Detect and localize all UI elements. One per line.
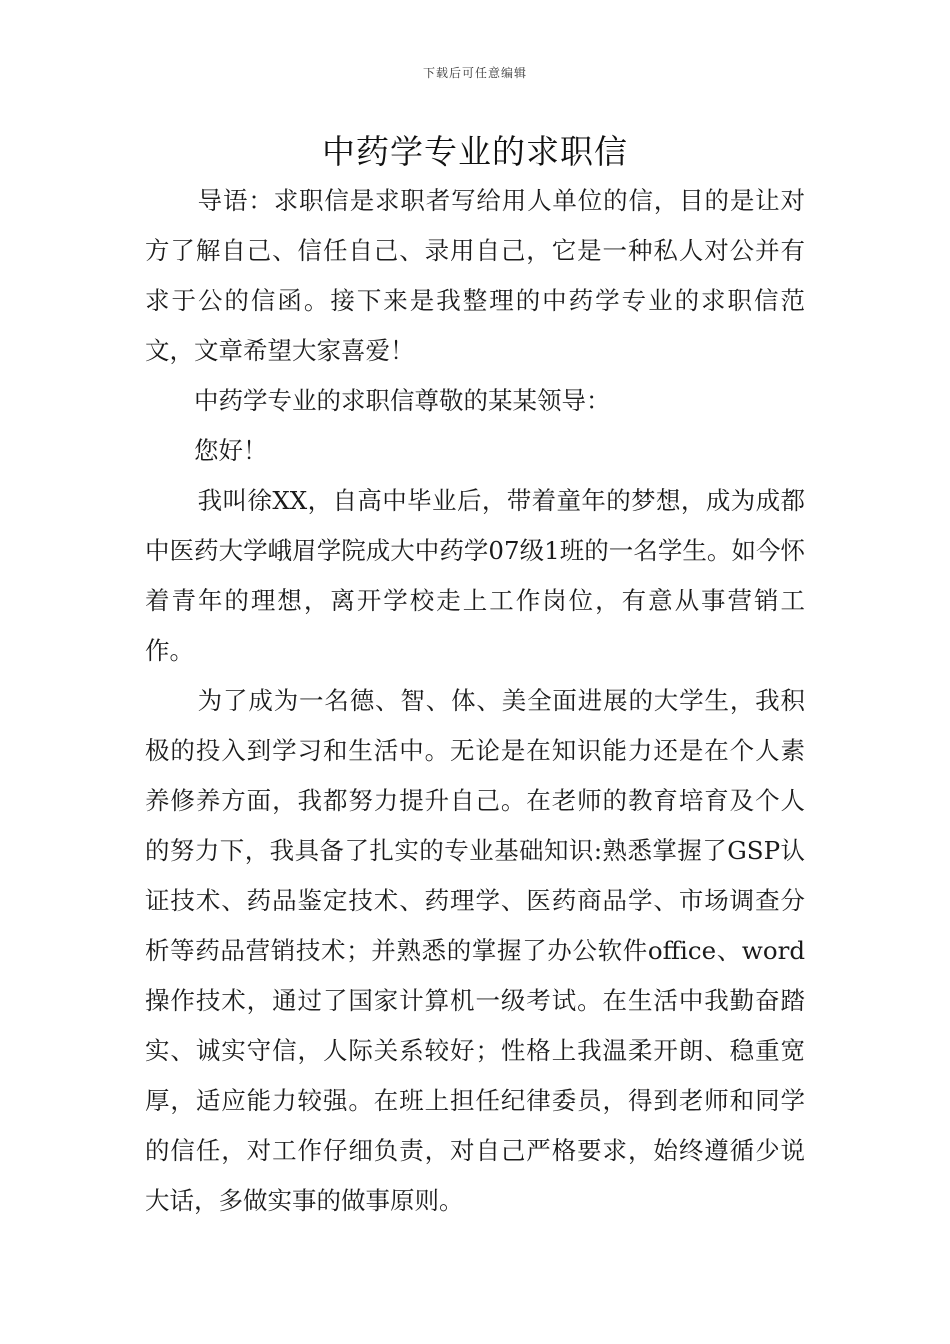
paragraph-skills: 为了成为一名德、智、体、美全面进展的大学生，我积极的投入到学习和生活中。无论是在知识能力还是在个人素养修养方面，我都努力提升自己。在老师的教育培育及个人的努力下，我具备了扎实的专业基础知识:熟悉掌握了GSP认证技术、药品鉴定技术、药理学、医药商品学、市场调查分析等药品营销技术；并熟悉的掌握了办公软件office、word操作技术，通过了国家计算机一级考试。在生活中我勤奋踏实、诚实守信，人际关系较好；性格上我温柔开朗、稳重宽厚，适应能力较强。在班上担任纪律委员，得到老师和同学的信任，对工作仔细负责，对自己严格要求，始终遵循少说大话，多做实事的做事原则。 — [145, 686, 805, 1215]
document-title: 中药学专业的求职信 — [322, 132, 628, 171]
header-note: 下载后可任意编辑 — [422, 66, 527, 80]
paragraph-greeting: 您好！ — [194, 436, 268, 465]
paragraph-self-intro: 我叫徐XX，自高中毕业后，带着童年的梦想，成为成都中医药大学峨眉学院成大中药学07级1班的一名学生。如今怀着青年的理想，离开学校走上工作岗位，有意从事营销工作。 — [145, 486, 805, 665]
paragraph-salutation: 中药学专业的求职信尊敬的某某领导： — [194, 386, 611, 415]
paragraph-intro: 导语：求职信是求职者写给用人单位的信，目的是让对方了解自己、信任自己、录用自己，它是一种私人对公并有求于公的信函。接下来是我整理的中药学专业的求职信范文，文章希望大家喜爱！ — [145, 186, 805, 365]
document-body — [145, 176, 805, 1226]
